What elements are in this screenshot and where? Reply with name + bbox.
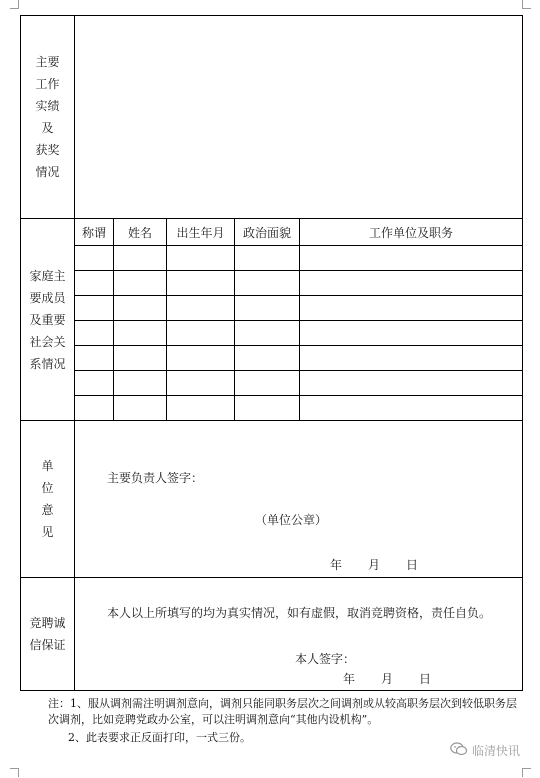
crop-mark-top-right bbox=[522, 0, 531, 9]
cell-political-status[interactable] bbox=[235, 296, 300, 321]
cell-employer-position[interactable] bbox=[300, 246, 523, 271]
family-row bbox=[21, 246, 523, 271]
integrity-date: 年 月 日 bbox=[343, 672, 432, 686]
cell-birth-date[interactable] bbox=[167, 346, 235, 371]
header-political-status: 政治面貌 bbox=[235, 219, 300, 246]
cell-birth-date[interactable] bbox=[167, 396, 235, 421]
cell-birth-date[interactable] bbox=[167, 321, 235, 346]
unit-opinion-field[interactable] bbox=[75, 421, 523, 578]
unit-opinion-date: 年 月 日 bbox=[330, 558, 419, 572]
cell-name[interactable] bbox=[114, 246, 167, 271]
cell-birth-date[interactable] bbox=[167, 271, 235, 296]
unit-opinion-label: 单 位 意 见 bbox=[21, 421, 75, 578]
achievements-field[interactable] bbox=[75, 16, 523, 219]
family-row bbox=[21, 271, 523, 296]
watermark bbox=[450, 742, 520, 759]
cell-employer-position[interactable] bbox=[300, 371, 523, 396]
cell-employer-position[interactable] bbox=[300, 346, 523, 371]
cell-birth-date[interactable] bbox=[167, 246, 235, 271]
wechat-icon bbox=[450, 742, 468, 759]
integrity-field[interactable] bbox=[75, 578, 523, 691]
applicant-signature-label: 本人签字： bbox=[295, 652, 356, 666]
family-row bbox=[21, 321, 523, 346]
cell-relation[interactable] bbox=[75, 246, 114, 271]
unit-seal-label: （单位公章） bbox=[255, 513, 328, 527]
cell-relation[interactable] bbox=[75, 271, 114, 296]
cell-birth-date[interactable] bbox=[167, 371, 235, 396]
header-employer-position: 工作单位及职务 bbox=[300, 219, 523, 246]
crop-mark-top-left bbox=[10, 0, 19, 9]
cell-political-status[interactable] bbox=[235, 321, 300, 346]
registration-form-table bbox=[20, 15, 523, 691]
family-label: 家庭主 要成员 及重要 社会关 系情况 bbox=[21, 219, 75, 421]
cell-name[interactable] bbox=[114, 321, 167, 346]
family-row bbox=[21, 396, 523, 421]
cell-relation[interactable] bbox=[75, 296, 114, 321]
cell-relation[interactable] bbox=[75, 346, 114, 371]
header-birth-date: 出生年月 bbox=[167, 219, 235, 246]
cell-relation[interactable] bbox=[75, 396, 114, 421]
integrity-label: 竞聘诚 信保证 bbox=[21, 578, 75, 691]
cell-name[interactable] bbox=[114, 271, 167, 296]
achievements-label: 主要 工作 实绩 及 获奖 情况 bbox=[21, 16, 75, 219]
crop-mark-bottom-left bbox=[10, 768, 19, 777]
cell-relation[interactable] bbox=[75, 321, 114, 346]
cell-employer-position[interactable] bbox=[300, 296, 523, 321]
header-name: 姓名 bbox=[114, 219, 167, 246]
leader-signature-label: 主要负责人签字： bbox=[107, 471, 204, 485]
note-1: 注：1、服从调剂需注明调剂意向，调剂只能同职务层次之间调剂或从较高职务层次到较低职务层次调剂，比如竞聘党政办公室，可以注明调剂意向“其他内设机构”。 bbox=[48, 697, 517, 726]
family-row bbox=[21, 371, 523, 396]
cell-political-status[interactable] bbox=[235, 246, 300, 271]
family-row bbox=[21, 296, 523, 321]
form-notes bbox=[48, 696, 518, 746]
cell-political-status[interactable] bbox=[235, 396, 300, 421]
note-2: 2、此表要求正反面打印，一式三份。 bbox=[68, 731, 251, 744]
cell-political-status[interactable] bbox=[235, 371, 300, 396]
cell-birth-date[interactable] bbox=[167, 296, 235, 321]
cell-political-status[interactable] bbox=[235, 346, 300, 371]
header-relation: 称谓 bbox=[75, 219, 114, 246]
cell-name[interactable] bbox=[114, 371, 167, 396]
cell-employer-position[interactable] bbox=[300, 271, 523, 296]
cell-employer-position[interactable] bbox=[300, 321, 523, 346]
watermark-text: 临清快讯 bbox=[472, 744, 521, 758]
integrity-statement: 本人以上所填写的均为真实情况，如有虚假，取消竞聘资格，责任自负。 bbox=[107, 606, 492, 620]
cell-name[interactable] bbox=[114, 296, 167, 321]
cell-political-status[interactable] bbox=[235, 271, 300, 296]
cell-name[interactable] bbox=[114, 396, 167, 421]
cell-employer-position[interactable] bbox=[300, 396, 523, 421]
family-row bbox=[21, 346, 523, 371]
crop-mark-bottom-right bbox=[522, 768, 531, 777]
cell-relation[interactable] bbox=[75, 371, 114, 396]
cell-name[interactable] bbox=[114, 346, 167, 371]
